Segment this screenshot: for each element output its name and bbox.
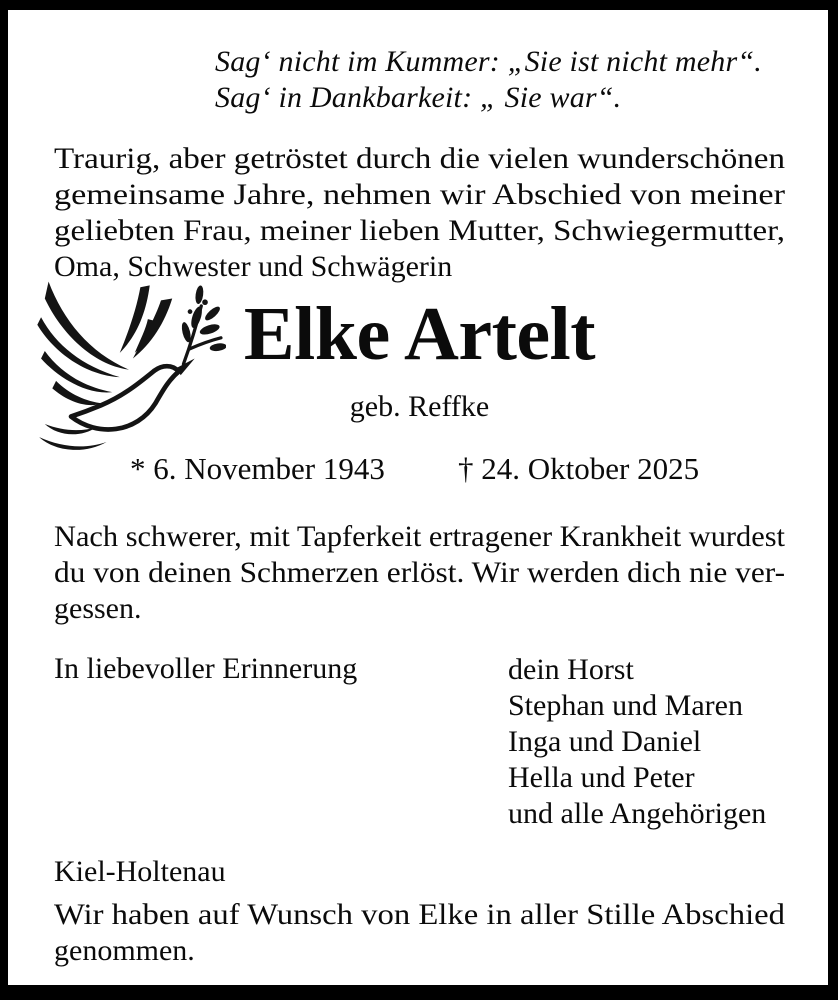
mourner-name: und alle Angehörigen xyxy=(508,797,767,830)
intro-paragraph xyxy=(54,141,785,285)
mourner-name: dein Horst xyxy=(508,653,634,686)
death-date: † 24. Oktober 2025 xyxy=(458,451,700,486)
mourners-label: In liebevoller Erinnerung xyxy=(54,652,358,685)
notice-sheet xyxy=(8,10,828,985)
birth-date: * 6. November 1943 xyxy=(130,451,385,486)
mourner-name: Stephan und Maren xyxy=(508,689,743,722)
mourner-name: Hella und Peter xyxy=(508,761,695,794)
intro-line: gemeinsame Jahre, nehmen wir Abschied von meiner xyxy=(54,178,785,211)
intro-line: geliebten Frau, meiner lieben Mutter, Schwiegermutter, xyxy=(54,214,786,247)
tribute-paragraph xyxy=(54,519,785,627)
quote-line: Sag‘ nicht im Kummer: „Sie ist nicht mehr“. xyxy=(215,45,762,78)
intro-line: Oma, Schwester und Schwägerin xyxy=(54,250,453,283)
quote-line: Sag‘ in Dankbarkeit: „ Sie war“. xyxy=(215,81,622,114)
tribute-line: du von deinen Schmerzen erlöst. Wir werden dich nie ver- xyxy=(54,556,786,589)
opening-quote xyxy=(215,44,762,116)
mourner-name: Inga und Daniel xyxy=(508,725,702,758)
closing-paragraph xyxy=(54,897,785,969)
closing-line: genommen. xyxy=(54,934,195,967)
tribute-line: Nach schwerer, mit Tapferkeit ertragener Krankheit wurdest xyxy=(54,520,785,553)
closing-line: Wir haben auf Wunsch von Elke in aller Stille Abschied xyxy=(54,898,786,931)
location: Kiel-Holtenau xyxy=(54,855,226,888)
deceased-name: Elke Artelt xyxy=(243,292,596,376)
intro-line: Traurig, aber getröstet durch die vielen wunderschönen xyxy=(54,142,786,175)
maiden-name: geb. Reffke xyxy=(349,390,490,423)
tribute-line: gessen. xyxy=(54,592,142,625)
mourners-list xyxy=(508,652,766,832)
